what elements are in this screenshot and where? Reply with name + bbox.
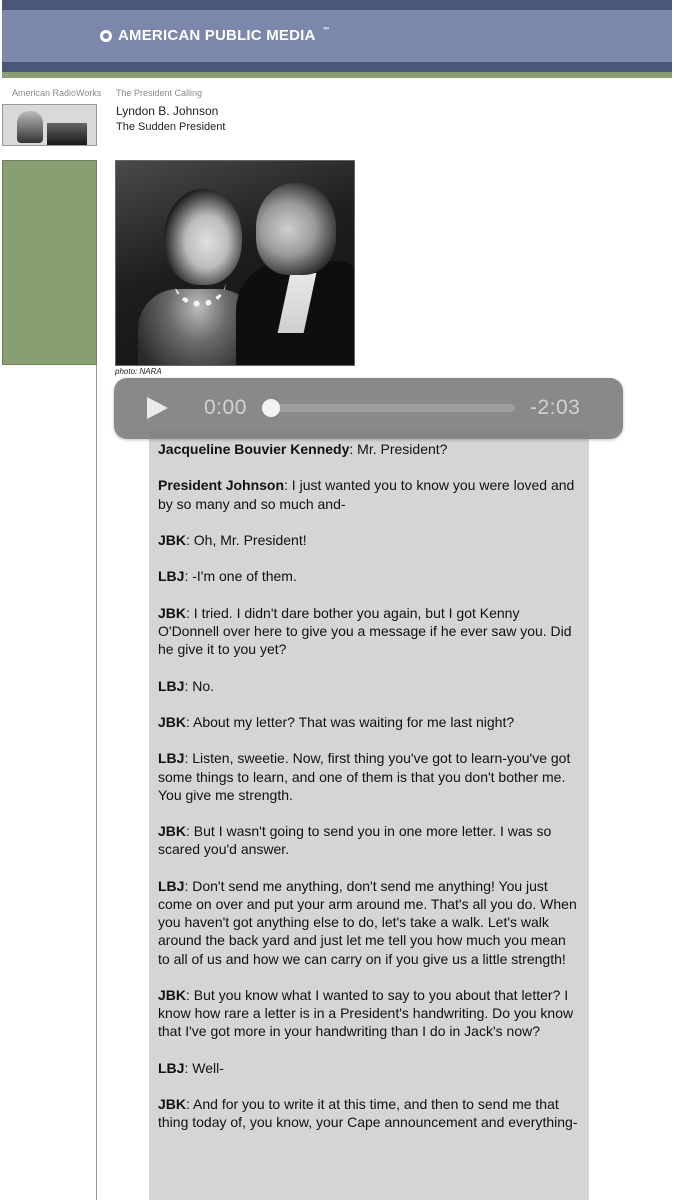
sidebar-color-block xyxy=(2,160,97,365)
header-bottom-rule xyxy=(2,62,672,72)
apm-ring-icon xyxy=(100,30,112,42)
transcript-panel xyxy=(149,430,589,1200)
speaker-name: JBK xyxy=(158,713,187,730)
utterance-text: : Oh, Mr. President! xyxy=(186,531,307,548)
column-divider xyxy=(96,365,97,1200)
kennedy-johnson-photo xyxy=(115,160,355,366)
time-elapsed: 0:00 xyxy=(204,396,247,419)
speaker-name: JBK xyxy=(158,823,187,840)
speaker-name: JBK xyxy=(158,1096,187,1113)
utterance-text: : No. xyxy=(184,677,215,694)
play-icon[interactable] xyxy=(147,397,168,419)
transcript-turn xyxy=(158,567,580,585)
transcript-turn xyxy=(158,604,580,659)
speaker-name: LBJ xyxy=(158,877,185,894)
audio-player[interactable] xyxy=(114,378,623,439)
section-name-link[interactable]: The President Calling xyxy=(116,88,203,98)
thumbnail-figure-body xyxy=(47,123,87,146)
transcript-turn xyxy=(158,440,580,458)
audio-scrubber[interactable] xyxy=(269,404,515,412)
utterance-text: : I just wanted you to know you were loved and by so many and so much and- xyxy=(158,477,575,512)
speaker-name: JBK xyxy=(158,531,187,548)
utterance-text: : Don't send me anything, don't send me anything! You just come on over and put your arm around me. That's all you do. When you haven't got anything else to do, let's take a walk. Let's walk around the back yard and just let me tell you how much you mean to all of us and how we can carry on if you give us a little strength! xyxy=(158,877,577,967)
utterance-text: : About my letter? That was waiting for me last night? xyxy=(186,713,515,730)
header-green-rule xyxy=(2,72,672,78)
transcript-turn xyxy=(158,531,580,549)
utterance-text: : And for you to write it at this time, and then to send me that thing today of, you know, your Cape announcement and everything- xyxy=(158,1096,578,1131)
speaker-name: LBJ xyxy=(158,677,185,694)
scrubber-handle[interactable] xyxy=(262,399,280,417)
transcript-turn xyxy=(158,1059,580,1077)
utterance-text: : Well- xyxy=(184,1059,224,1076)
lbj-thumbnail-image[interactable] xyxy=(2,104,97,146)
page-subtitle: The Sudden President xyxy=(116,121,226,133)
utterance-text: : Mr. President? xyxy=(349,441,448,457)
speaker-name: LBJ xyxy=(158,568,185,585)
header-top-rule xyxy=(2,0,672,10)
transcript-turn xyxy=(158,713,580,731)
time-remaining: -2:03 xyxy=(530,396,581,419)
photo-credit: photo: NARA xyxy=(115,367,162,376)
apm-logo[interactable] xyxy=(100,27,330,44)
utterance-text: : -I'm one of them. xyxy=(184,568,297,585)
speaker-name: President Johnson xyxy=(158,477,285,494)
transcript-turn xyxy=(158,822,580,858)
apm-brand-text: AMERICAN PUBLIC MEDIA xyxy=(118,27,316,44)
site-name-link[interactable]: American RadioWorks xyxy=(12,88,102,98)
transcript-turn xyxy=(158,476,580,512)
thumbnail-figure xyxy=(17,111,43,143)
speaker-name: LBJ xyxy=(158,750,185,767)
transcript-turn xyxy=(158,749,580,804)
transcript-turn xyxy=(158,677,580,695)
speaker-name: JBK xyxy=(158,986,187,1003)
transcript-turn xyxy=(158,986,580,1041)
utterance-text: : But I wasn't going to send you in one more letter. I was so scared you'd answer. xyxy=(158,823,552,858)
speaker-name: JBK xyxy=(158,604,187,621)
speaker-name: LBJ xyxy=(158,1059,185,1076)
transcript-turn xyxy=(158,877,580,968)
speaker-name: Jacqueline Bouvier Kennedy xyxy=(158,441,350,457)
photo-man-head xyxy=(256,183,336,275)
page-title: Lyndon B. Johnson xyxy=(116,104,219,118)
utterance-text: : I tried. I didn't dare bother you again, but I got Kenny O'Donnell over here to give you a message if he ever saw you. Did he give it to you yet? xyxy=(158,604,572,658)
utterance-text: : Listen, sweetie. Now, first thing you've got to learn-you've got some things to learn, and one of them is that you don't bother me. You give me strength. xyxy=(158,750,571,803)
site-header xyxy=(2,0,672,72)
trademark-mark: ™ xyxy=(322,27,330,34)
utterance-text: : But you know what I wanted to say to you about that letter? I know how rare a letter is in a President's handwriting. Do you know that I've got more in your handwriting than I do in Jack's now? xyxy=(158,986,574,1040)
photo-woman-head xyxy=(164,189,242,285)
transcript-turn xyxy=(158,1095,580,1131)
